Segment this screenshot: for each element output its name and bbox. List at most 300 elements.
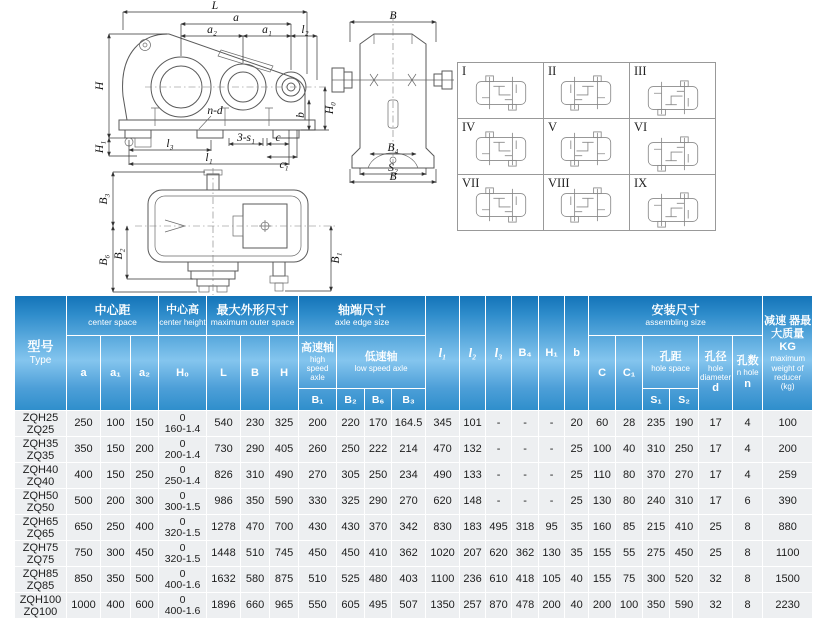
gearbox-schematic <box>458 74 543 117</box>
dim-label-H: H <box>94 81 106 91</box>
table-header <box>15 296 813 411</box>
dim-label-B-top: B <box>389 10 397 22</box>
cell-type: ZQH75 ZQ75 <box>15 541 67 567</box>
header-weight-unit: (kg) <box>780 381 795 391</box>
cell-l1: 490 <box>426 463 460 489</box>
gearbox-schematic-icon <box>642 135 704 173</box>
cell-a: 1000 <box>67 593 101 619</box>
cell-l2: 148 <box>460 489 486 515</box>
cell-l1: 830 <box>426 515 460 541</box>
cell-B1: 450 <box>299 541 337 567</box>
cell-l3: - <box>486 463 512 489</box>
mounting-cell-I <box>458 63 544 119</box>
cell-C1: 40 <box>616 437 643 463</box>
cell-B1: 260 <box>299 437 337 463</box>
header-hole-space-zh: 孔距 <box>659 350 682 363</box>
mounting-position-label: II <box>548 64 557 78</box>
cell-B6: 495 <box>365 593 392 619</box>
spec-table-section <box>14 295 812 619</box>
table-row <box>15 541 813 567</box>
cell-B2: 220 <box>337 411 365 437</box>
cell-a1: 300 <box>101 541 131 567</box>
cell-S1: 235 <box>643 411 670 437</box>
gearbox-schematic-icon <box>556 74 618 112</box>
cell-B6: 370 <box>365 515 392 541</box>
header-max-outer <box>207 296 299 336</box>
cell-H1: - <box>539 463 565 489</box>
dim-label-B3: B₃ <box>98 193 110 205</box>
cell-H: 745 <box>270 541 299 567</box>
cell-n: 4 <box>733 437 763 463</box>
header-hole-diameter <box>699 336 733 411</box>
cell-B4: 478 <box>512 593 539 619</box>
cell-B3: 234 <box>392 463 426 489</box>
cell-wt: 100 <box>763 411 813 437</box>
cell-l3: 495 <box>486 515 512 541</box>
header-hole-space-en: hole space <box>651 364 690 373</box>
header-col-C: C <box>589 336 616 411</box>
cell-a: 750 <box>67 541 101 567</box>
cell-B: 230 <box>241 411 270 437</box>
cell-a2: 600 <box>131 593 159 619</box>
cell-L: 1278 <box>207 515 241 541</box>
header-col-l1: l₁ <box>426 296 460 411</box>
mounting-cell-VII <box>458 175 544 231</box>
cell-l1: 1020 <box>426 541 460 567</box>
cell-B3: 270 <box>392 489 426 515</box>
gearbox-schematic <box>458 186 543 229</box>
cell-l2: 207 <box>460 541 486 567</box>
header-hole-count <box>733 336 763 411</box>
header-assembling <box>589 296 763 336</box>
cell-b: 40 <box>565 567 589 593</box>
cell-H: 325 <box>270 411 299 437</box>
table-row <box>15 463 813 489</box>
cell-b: 35 <box>565 541 589 567</box>
cell-S1: 310 <box>643 437 670 463</box>
cell-S1: 350 <box>643 593 670 619</box>
header-col-H1: H₁ <box>539 296 565 411</box>
cell-B2: 430 <box>337 515 365 541</box>
cell-B1: 270 <box>299 463 337 489</box>
header-max-outer-zh: 最大外形尺寸 <box>216 303 289 318</box>
dim-label-S2: S₂ <box>388 162 398 174</box>
header-weight <box>763 296 813 411</box>
cell-d: 32 <box>699 593 733 619</box>
cell-S1: 300 <box>643 567 670 593</box>
header-high-speed <box>299 336 337 389</box>
cell-B3: 362 <box>392 541 426 567</box>
mounting-grid-body <box>458 63 716 231</box>
header-col-H0: H₀ <box>159 336 207 411</box>
cell-d: 17 <box>699 411 733 437</box>
header-center-height <box>159 296 207 336</box>
cell-n: 8 <box>733 515 763 541</box>
cell-S2: 590 <box>670 593 699 619</box>
cell-C1: 80 <box>616 463 643 489</box>
cell-l3: - <box>486 437 512 463</box>
cell-a2: 500 <box>131 567 159 593</box>
dim-label-B1: B₁ <box>330 252 342 264</box>
header-col-a: a <box>67 336 101 411</box>
header-max-outer-en: maximum outer space <box>210 316 295 327</box>
header-center-height-zh: 中心高 <box>166 304 200 317</box>
cell-l3: 610 <box>486 567 512 593</box>
cell-l1: 345 <box>426 411 460 437</box>
dim-label-l1: l₁ <box>205 152 213 164</box>
cell-B4: 418 <box>512 567 539 593</box>
cell-a1: 250 <box>101 515 131 541</box>
dim-label-l2: l₂ <box>301 24 309 36</box>
header-type-zh: 型号 <box>27 339 54 355</box>
cell-d: 25 <box>699 541 733 567</box>
table-row <box>15 567 813 593</box>
cell-C: 60 <box>589 411 616 437</box>
front-view-diagram <box>330 8 456 186</box>
cell-B2: 525 <box>337 567 365 593</box>
header-col-S2: S₂ <box>670 389 699 411</box>
dim-label-B4: B₄ <box>387 142 399 154</box>
cell-H0: 0 400-1.6 <box>159 593 207 619</box>
spec-table-body <box>15 411 813 619</box>
header-col-b: b <box>565 296 589 411</box>
cell-H1: 130 <box>539 541 565 567</box>
mounting-grid-row <box>458 175 716 231</box>
cell-b: 40 <box>565 593 589 619</box>
header-col-B3: B₃ <box>392 389 426 411</box>
cell-a: 250 <box>67 411 101 437</box>
cell-a1: 200 <box>101 489 131 515</box>
header-weight-en: maximum weight of reducer <box>770 354 805 382</box>
cell-a1: 150 <box>101 463 131 489</box>
cell-l2: 132 <box>460 437 486 463</box>
header-hole-count-en: n hole <box>736 368 759 378</box>
cell-H1: - <box>539 437 565 463</box>
cell-type: ZQH35 ZQ35 <box>15 437 67 463</box>
cell-l3: - <box>486 411 512 437</box>
header-col-l3: l₃ <box>486 296 512 411</box>
cell-d: 17 <box>699 489 733 515</box>
mounting-position-label: VIII <box>548 176 570 190</box>
cell-C: 130 <box>589 489 616 515</box>
cell-wt: 200 <box>763 437 813 463</box>
cell-n: 8 <box>733 593 763 619</box>
cell-wt: 1500 <box>763 567 813 593</box>
dim-label-a1: a₁ <box>262 24 272 36</box>
cell-B3: 164.5 <box>392 411 426 437</box>
cell-type: ZQH50 ZQ50 <box>15 489 67 515</box>
gearbox-schematic-icon <box>556 186 618 224</box>
dim-label-H1: H₁ <box>94 140 106 154</box>
cell-B2: 325 <box>337 489 365 515</box>
cell-L: 540 <box>207 411 241 437</box>
gearbox-top-body <box>148 170 308 292</box>
cell-H0: 0 320-1.5 <box>159 515 207 541</box>
cell-H1: 95 <box>539 515 565 541</box>
mounting-position-label: VII <box>462 176 480 190</box>
cell-C: 200 <box>589 593 616 619</box>
table-row <box>15 489 813 515</box>
cell-wt: 259 <box>763 463 813 489</box>
cell-S2: 450 <box>670 541 699 567</box>
cell-H0: 0 200-1.4 <box>159 437 207 463</box>
cell-S2: 270 <box>670 463 699 489</box>
mounting-cell-VIII <box>544 175 630 231</box>
cell-n: 4 <box>733 463 763 489</box>
cell-C: 155 <box>589 567 616 593</box>
header-hole-diameter-en: hole diameter <box>700 363 732 382</box>
cell-B1: 510 <box>299 567 337 593</box>
header-axle-edge-en: axle edge size <box>334 316 390 327</box>
cell-a: 850 <box>67 567 101 593</box>
cell-B1: 430 <box>299 515 337 541</box>
cell-B1: 550 <box>299 593 337 619</box>
cell-l2: 257 <box>460 593 486 619</box>
header-center-space <box>67 296 159 336</box>
header-type <box>15 296 67 411</box>
header-center-space-en: center space <box>88 316 137 327</box>
cell-l3: - <box>486 489 512 515</box>
mounting-position-label: IV <box>462 120 476 134</box>
mounting-position-label: IX <box>634 176 648 190</box>
mounting-cell-VI <box>630 119 716 175</box>
cell-wt: 2230 <box>763 593 813 619</box>
header-col-B4: B₄ <box>512 296 539 411</box>
gearbox-schematic-icon <box>470 186 532 224</box>
top-view-diagram <box>93 168 348 295</box>
header-center-height-en: center height <box>159 317 206 327</box>
cell-a2: 400 <box>131 515 159 541</box>
cell-B4: - <box>512 411 539 437</box>
cell-B2: 450 <box>337 541 365 567</box>
header-hole-count-zh: 孔数 <box>736 355 759 368</box>
cell-H0: 0 400-1.6 <box>159 567 207 593</box>
cell-H: 490 <box>270 463 299 489</box>
header-col-l2: l₂ <box>460 296 486 411</box>
cell-S2: 520 <box>670 567 699 593</box>
gearbox-schematic <box>630 186 715 229</box>
mounting-grid-row <box>458 63 716 119</box>
cell-C1: 75 <box>616 567 643 593</box>
cell-l2: 101 <box>460 411 486 437</box>
cell-C: 160 <box>589 515 616 541</box>
cell-C: 155 <box>589 541 616 567</box>
cell-a2: 450 <box>131 541 159 567</box>
cell-H1: - <box>539 411 565 437</box>
cell-B: 350 <box>241 489 270 515</box>
cell-l2: 133 <box>460 463 486 489</box>
cell-C1: 55 <box>616 541 643 567</box>
header-col-S1: S₁ <box>643 389 670 411</box>
gearbox-side-body <box>119 34 315 147</box>
cell-H: 590 <box>270 489 299 515</box>
header-type-en: Type <box>29 355 52 367</box>
cell-n: 8 <box>733 541 763 567</box>
cell-l1: 1350 <box>426 593 460 619</box>
cell-B6: 222 <box>365 437 392 463</box>
cell-d: 17 <box>699 463 733 489</box>
cell-b: 35 <box>565 515 589 541</box>
cell-a1: 150 <box>101 437 131 463</box>
dim-label-H0: H₀ <box>324 101 336 115</box>
cell-B6: 250 <box>365 463 392 489</box>
cell-S2: 310 <box>670 489 699 515</box>
header-hole-space <box>643 336 699 389</box>
mounting-cell-V <box>544 119 630 175</box>
mounting-cell-III <box>630 63 716 119</box>
cell-d: 32 <box>699 567 733 593</box>
cell-B2: 605 <box>337 593 365 619</box>
header-hole-diameter-zh: 孔径 <box>704 350 727 363</box>
cell-S1: 215 <box>643 515 670 541</box>
cell-B: 510 <box>241 541 270 567</box>
header-col-B2: B₂ <box>337 389 365 411</box>
header-assembling-zh: 安装尺寸 <box>651 303 700 318</box>
header-center-space-zh: 中心距 <box>94 303 131 318</box>
mounting-position-label: V <box>548 120 558 134</box>
header-high-speed-zh: 高速轴 <box>301 341 335 354</box>
header-hole-diameter-sym: d <box>712 382 719 395</box>
header-col-a1: a₁ <box>101 336 131 411</box>
table-row <box>15 515 813 541</box>
table-row <box>15 593 813 619</box>
cell-B3: 403 <box>392 567 426 593</box>
cell-l3: 870 <box>486 593 512 619</box>
cell-B6: 480 <box>365 567 392 593</box>
cell-B4: 362 <box>512 541 539 567</box>
cell-b: 25 <box>565 437 589 463</box>
cell-B: 580 <box>241 567 270 593</box>
dim-label-3-s1: 3-s₁ <box>236 132 256 144</box>
cell-n: 4 <box>733 411 763 437</box>
header-col-L: L <box>207 336 241 411</box>
cell-l2: 236 <box>460 567 486 593</box>
cell-type: ZQH100 ZQ100 <box>15 593 67 619</box>
header-assembling-en: assembling size <box>645 316 706 327</box>
cell-b: 20 <box>565 411 589 437</box>
cell-l1: 1100 <box>426 567 460 593</box>
cell-a: 350 <box>67 437 101 463</box>
cell-L: 1448 <box>207 541 241 567</box>
cell-S2: 410 <box>670 515 699 541</box>
side-view-diagram <box>93 0 341 172</box>
gearbox-schematic <box>544 130 629 173</box>
cell-S1: 240 <box>643 489 670 515</box>
cell-B1: 200 <box>299 411 337 437</box>
gearbox-schematic-icon <box>470 74 532 112</box>
cell-H1: 200 <box>539 593 565 619</box>
spec-table <box>14 295 813 619</box>
cell-B4: - <box>512 437 539 463</box>
header-col-C1: C₁ <box>616 336 643 411</box>
dim-label-B-bottom: B <box>389 171 397 183</box>
cell-H0: 0 300-1.5 <box>159 489 207 515</box>
cell-L: 826 <box>207 463 241 489</box>
cell-type: ZQH25 ZQ25 <box>15 411 67 437</box>
header-weight-zh: 减速 器最大质量KG <box>764 314 812 354</box>
top-view-labels <box>98 193 342 265</box>
cell-wt: 1100 <box>763 541 813 567</box>
cell-C: 110 <box>589 463 616 489</box>
dim-label-B2: B₂ <box>113 248 125 260</box>
cell-H: 965 <box>270 593 299 619</box>
header-low-speed <box>337 336 426 389</box>
technical-drawings <box>0 0 826 295</box>
dim-label-b: b <box>295 112 307 118</box>
dim-label-n-d: n-d <box>207 105 223 117</box>
cell-H1: - <box>539 489 565 515</box>
dim-label-l3: l₃ <box>166 138 174 150</box>
dim-label-a2: a₂ <box>207 24 217 36</box>
header-low-speed-zh: 低速轴 <box>364 350 398 363</box>
cell-d: 25 <box>699 515 733 541</box>
header-col-H: H <box>270 336 299 411</box>
cell-n: 8 <box>733 567 763 593</box>
cell-H: 405 <box>270 437 299 463</box>
cell-B4: - <box>512 463 539 489</box>
gearbox-schematic <box>630 130 715 173</box>
cell-B2: 305 <box>337 463 365 489</box>
cell-l1: 620 <box>426 489 460 515</box>
header-hole-count-sym: n <box>744 377 751 390</box>
cell-wt: 390 <box>763 489 813 515</box>
cell-B4: 318 <box>512 515 539 541</box>
cell-l3: 620 <box>486 541 512 567</box>
cell-wt: 880 <box>763 515 813 541</box>
cell-a1: 400 <box>101 593 131 619</box>
cell-a1: 100 <box>101 411 131 437</box>
cell-S2: 190 <box>670 411 699 437</box>
mounting-cell-IX <box>630 175 716 231</box>
cell-type: ZQH85 ZQ85 <box>15 567 67 593</box>
cell-B: 290 <box>241 437 270 463</box>
header-low-speed-en: low speed axle <box>354 364 408 373</box>
header-col-a2: a₂ <box>131 336 159 411</box>
cell-S1: 275 <box>643 541 670 567</box>
cell-b: 25 <box>565 463 589 489</box>
cell-B6: 290 <box>365 489 392 515</box>
cell-a2: 150 <box>131 411 159 437</box>
dim-label-c1: c₁ <box>279 159 289 171</box>
gearbox-schematic <box>544 186 629 229</box>
cell-L: 730 <box>207 437 241 463</box>
cell-a: 400 <box>67 463 101 489</box>
mounting-positions-grid <box>457 62 716 231</box>
side-view-dimension-lines <box>109 12 329 165</box>
cell-B3: 507 <box>392 593 426 619</box>
table-row <box>15 411 813 437</box>
cell-n: 6 <box>733 489 763 515</box>
mounting-grid-row <box>458 119 716 175</box>
cell-a1: 350 <box>101 567 131 593</box>
cell-B: 470 <box>241 515 270 541</box>
cell-l1: 470 <box>426 437 460 463</box>
cell-a2: 250 <box>131 463 159 489</box>
cell-C1: 80 <box>616 489 643 515</box>
cell-B3: 342 <box>392 515 426 541</box>
cell-S2: 250 <box>670 437 699 463</box>
gearbox-schematic-icon <box>642 79 704 117</box>
header-axle-edge-zh: 轴端尺寸 <box>338 303 387 318</box>
cell-H: 875 <box>270 567 299 593</box>
header-axle-edge <box>299 296 426 336</box>
cell-H0: 0 320-1.5 <box>159 541 207 567</box>
cell-C1: 28 <box>616 411 643 437</box>
cell-H0: 0 250-1.4 <box>159 463 207 489</box>
cell-type: ZQH65 ZQ65 <box>15 515 67 541</box>
cell-a: 650 <box>67 515 101 541</box>
dim-label-B6: B₆ <box>98 254 110 266</box>
